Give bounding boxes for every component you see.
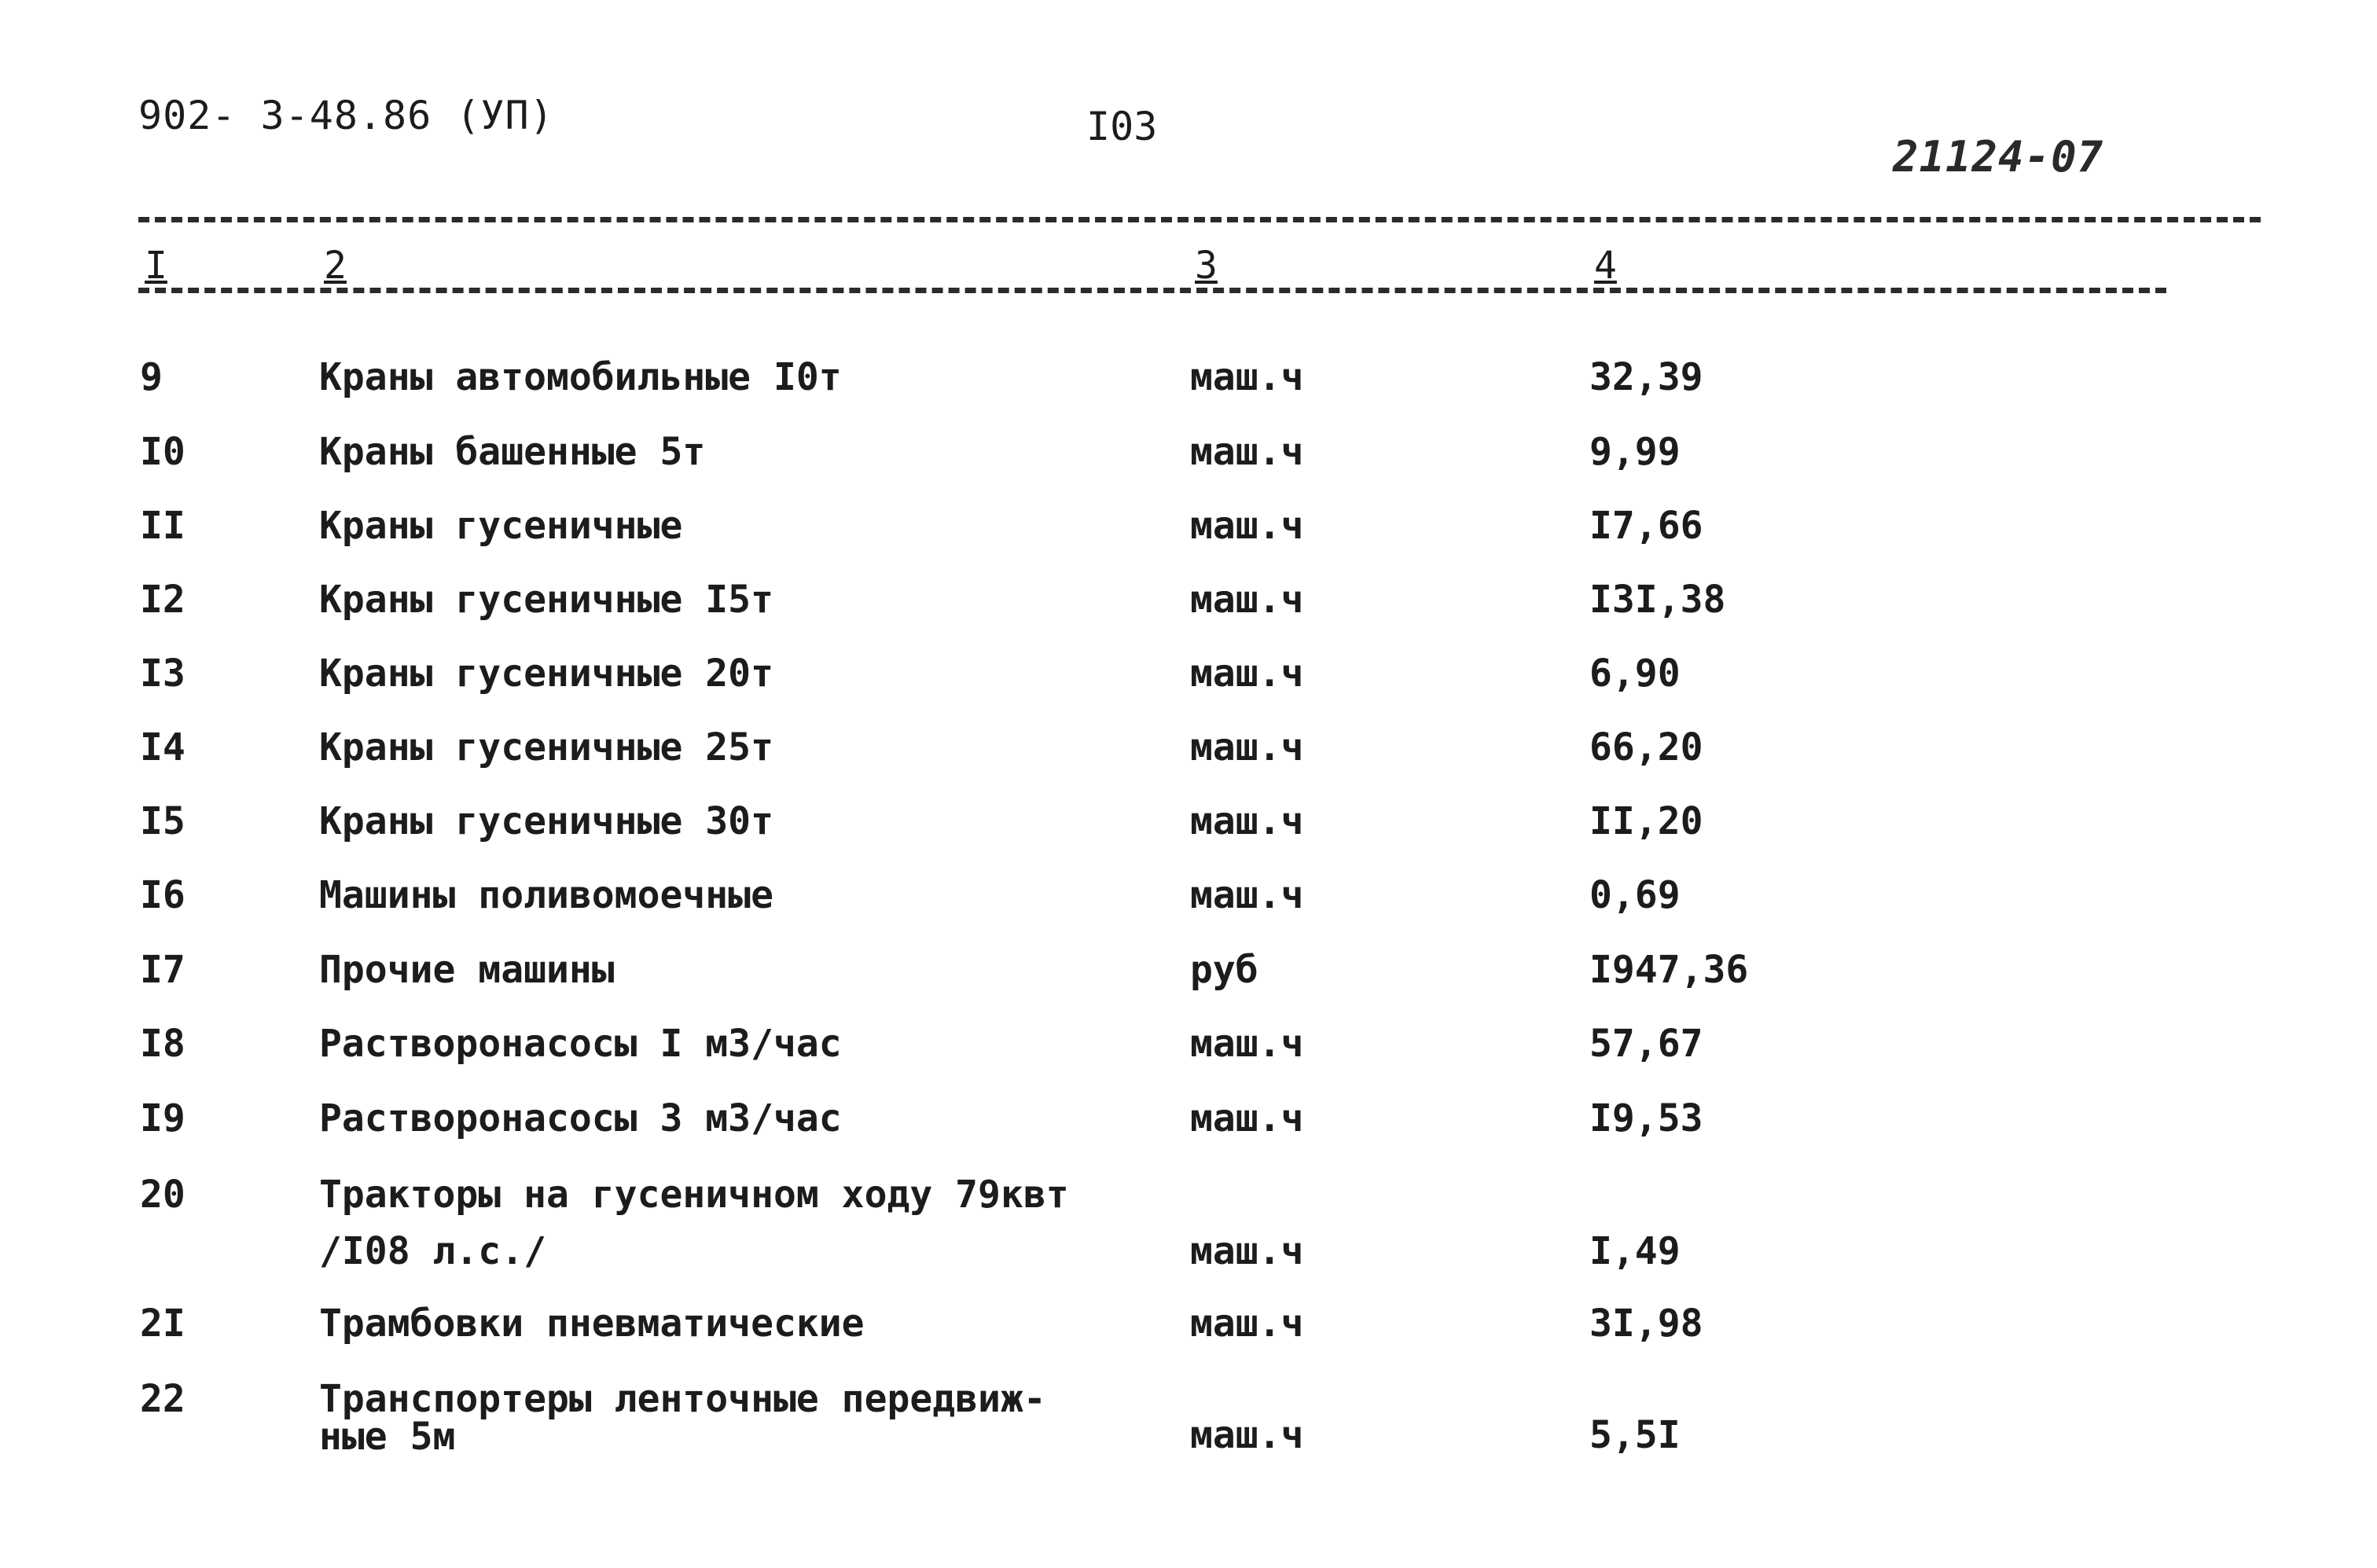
row-number: 9	[140, 355, 163, 399]
row-value: 9,99	[1589, 430, 1681, 474]
row-number: I6	[140, 873, 186, 917]
row-unit: маш.ч	[1190, 1022, 1304, 1066]
row-value: 5,5I	[1589, 1413, 1681, 1457]
row-unit: маш.ч	[1190, 1229, 1304, 1273]
row-value: 0,69	[1589, 873, 1681, 917]
column-header-2: 2	[319, 244, 351, 288]
document-code: 902- 3-48.86 (УП)	[138, 93, 554, 138]
row-unit: маш.ч	[1190, 504, 1304, 548]
row-unit: маш.ч	[1190, 430, 1304, 474]
row-value: 32,39	[1589, 355, 1703, 399]
row-number: 22	[140, 1377, 186, 1421]
column-header-1: I	[140, 244, 172, 288]
row-name: Растворонасосы 3 м3/час	[319, 1096, 842, 1140]
row-value: 3I,98	[1589, 1302, 1703, 1346]
row-name: Краны гусеничные 20т	[319, 652, 773, 696]
row-unit: маш.ч	[1190, 1302, 1304, 1346]
row-value: II,20	[1589, 799, 1703, 843]
row-value: I7,66	[1589, 504, 1703, 548]
row-number: 2I	[140, 1302, 186, 1346]
row-number: II	[140, 504, 186, 548]
row-name: Машины поливомоечные	[319, 873, 773, 917]
row-unit: маш.ч	[1190, 873, 1304, 917]
row-value: 66,20	[1589, 725, 1703, 769]
row-value: I947,36	[1589, 948, 1749, 992]
row-name: Растворонасосы I м3/час	[319, 1022, 842, 1066]
row-name: Краны гусеничные 25т	[319, 725, 773, 769]
row-name: Трамбовки пневматические	[319, 1302, 865, 1346]
column-header-4: 4	[1589, 244, 1622, 288]
row-number: I0	[140, 430, 186, 474]
row-number: I7	[140, 948, 186, 992]
row-unit: маш.ч	[1190, 578, 1304, 622]
page-number: I03	[1086, 104, 1158, 149]
row-number: I3	[140, 652, 186, 696]
row-name: Краны башенные 5т	[319, 430, 706, 474]
row-unit: маш.ч	[1190, 799, 1304, 843]
row-value: I9,53	[1589, 1096, 1703, 1140]
row-name: Тракторы на гусеничном ходу 79квт	[319, 1173, 1069, 1217]
row-value: I3I,38	[1589, 578, 1726, 622]
row-name: Прочие машины	[319, 948, 615, 992]
row-name-continuation: ные 5м	[319, 1415, 456, 1459]
dashed-divider-top	[138, 217, 2261, 222]
row-unit: маш.ч	[1190, 355, 1304, 399]
row-unit: маш.ч	[1190, 725, 1304, 769]
row-value: 6,90	[1589, 652, 1681, 696]
row-name: Краны гусеничные 30т	[319, 799, 773, 843]
row-name: Краны гусеничные I5т	[319, 578, 773, 622]
row-name: Краны гусеничные	[319, 504, 683, 548]
row-value: I,49	[1589, 1229, 1681, 1273]
row-unit: руб	[1190, 948, 1258, 992]
dashed-divider-header	[138, 288, 2166, 293]
row-number: I5	[140, 799, 186, 843]
row-value: 57,67	[1589, 1022, 1703, 1066]
row-number: I2	[140, 578, 186, 622]
column-header-3: 3	[1190, 244, 1222, 288]
row-number: 20	[140, 1173, 186, 1217]
row-number: I8	[140, 1022, 186, 1066]
row-number: I9	[140, 1096, 186, 1140]
row-unit: маш.ч	[1190, 1413, 1304, 1457]
row-unit: маш.ч	[1190, 652, 1304, 696]
row-name: Транспортеры ленточные передвиж-	[319, 1377, 1046, 1421]
row-name: Краны автомобильные I0т	[319, 355, 842, 399]
row-name-continuation: /I08 л.с./	[319, 1229, 546, 1273]
archive-number: 21124-07	[1893, 132, 2104, 182]
row-unit: маш.ч	[1190, 1096, 1304, 1140]
row-number: I4	[140, 725, 186, 769]
